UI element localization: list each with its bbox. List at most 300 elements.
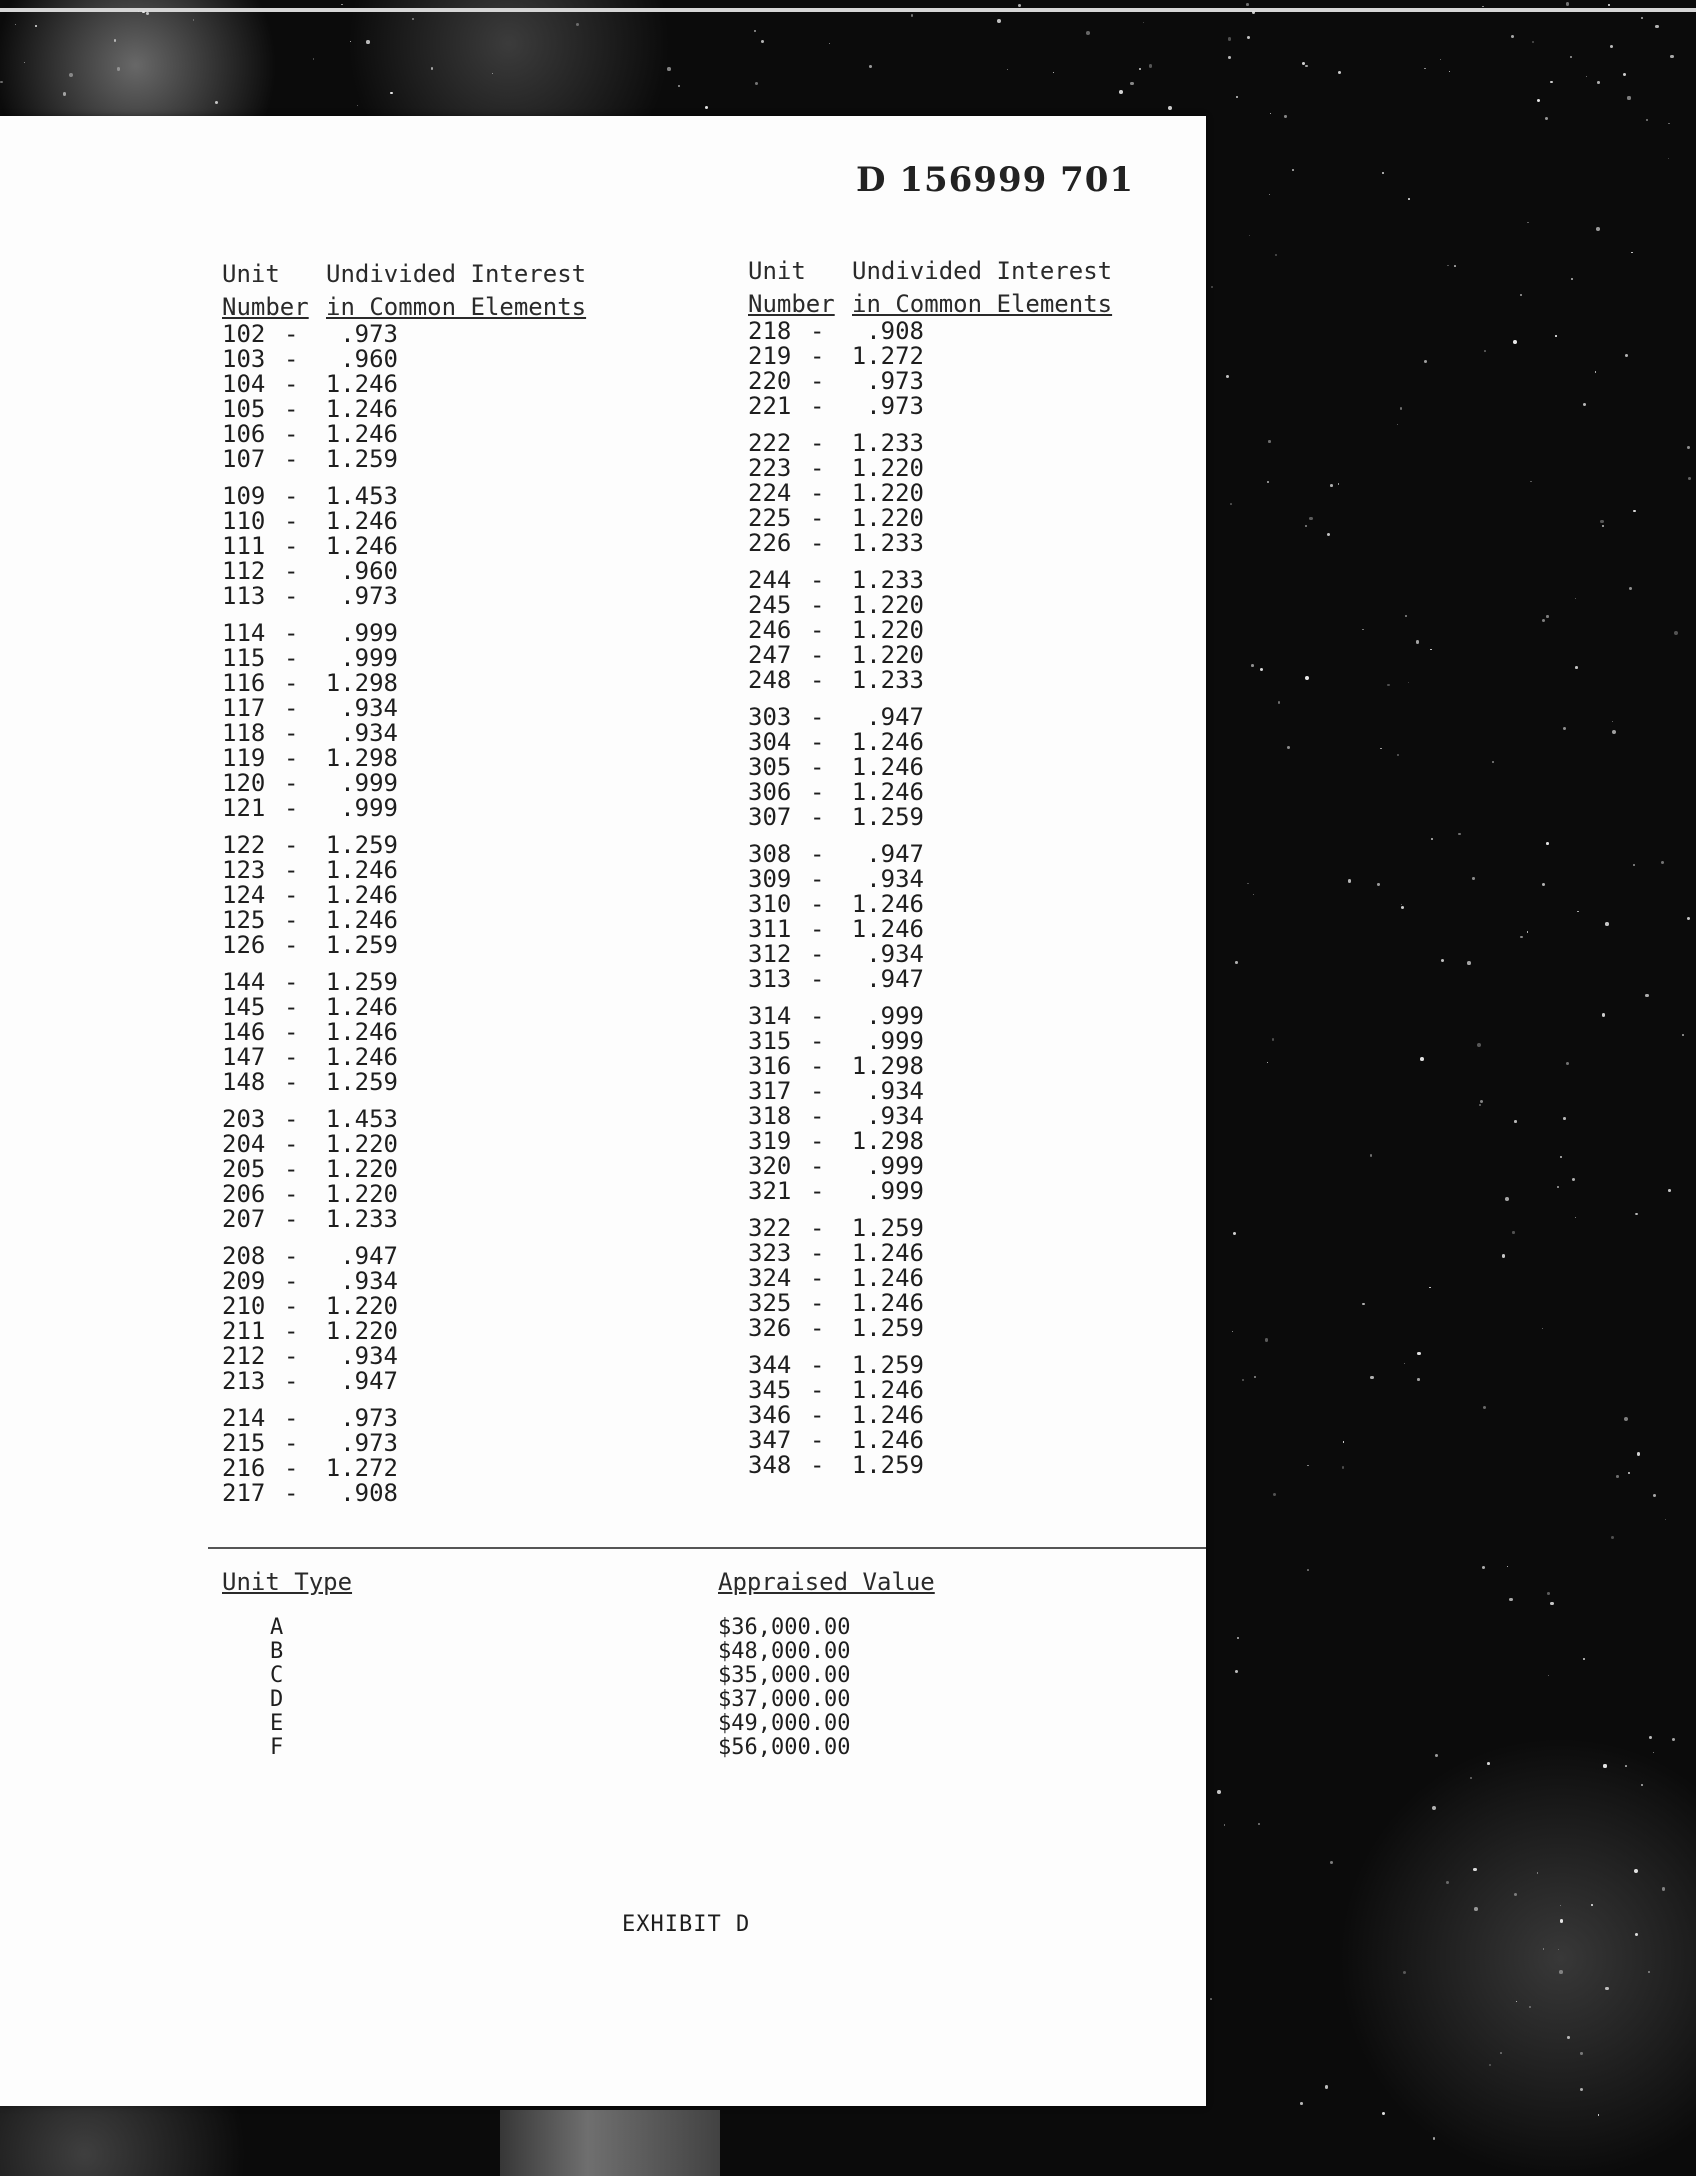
right-table-header xyxy=(748,255,1112,321)
separator: - xyxy=(284,619,299,647)
noise-dot xyxy=(1168,106,1172,110)
table-row xyxy=(748,593,924,618)
noise-dot xyxy=(1560,1919,1564,1923)
noise-dot xyxy=(1648,1971,1650,1973)
noise-dot xyxy=(1484,350,1486,352)
separator: - xyxy=(284,906,299,934)
interest-value: 1.259 xyxy=(325,968,398,996)
table-row xyxy=(222,1020,398,1045)
noise-dot xyxy=(1401,906,1404,909)
header-line: in Common Elements xyxy=(852,290,1113,318)
separator: - xyxy=(810,1264,825,1292)
table-row xyxy=(222,1369,398,1394)
noise-dot xyxy=(1235,1670,1238,1673)
noise-dot xyxy=(1307,1569,1309,1571)
unit-number: 112 xyxy=(222,557,266,585)
interest-value: 1.246 xyxy=(325,420,398,448)
right-interest-table xyxy=(748,319,924,1478)
table-row xyxy=(748,1004,924,1029)
noise-dot xyxy=(1454,265,1456,267)
noise-dot xyxy=(869,65,872,68)
noise-dot xyxy=(1408,198,1410,200)
table-row xyxy=(748,1291,924,1316)
table-row xyxy=(222,671,398,696)
table-row xyxy=(222,970,398,995)
noise-dot xyxy=(1635,1933,1639,1937)
noise-dot xyxy=(1687,917,1690,920)
table-row xyxy=(222,1269,398,1294)
noise-dot xyxy=(1300,2102,1303,2105)
noise-dot xyxy=(1251,664,1254,667)
noise-dot xyxy=(1397,754,1399,756)
unit-number: 313 xyxy=(748,965,792,993)
noise-dot xyxy=(829,43,830,44)
table-row xyxy=(748,531,924,556)
noise-dot xyxy=(1417,1352,1421,1356)
unit-number: 344 xyxy=(748,1351,792,1379)
left-table-header xyxy=(222,258,586,324)
unit-number: 122 xyxy=(222,831,266,859)
noise-dot xyxy=(1563,1117,1566,1120)
separator: - xyxy=(810,479,825,507)
interest-value: 1.246 xyxy=(851,1264,924,1292)
unit-number: 144 xyxy=(222,968,266,996)
table-row xyxy=(748,456,924,481)
noise-dot xyxy=(1672,1738,1675,1741)
separator: - xyxy=(810,1027,825,1055)
noise-dot xyxy=(24,62,25,63)
noise-dot xyxy=(1446,1881,1449,1884)
interest-value: .934 xyxy=(340,694,398,722)
noise-dot xyxy=(1628,1472,1630,1474)
noise-dot xyxy=(1275,254,1277,256)
unit-type-header: Unit Type xyxy=(222,1568,353,1596)
noise-dot xyxy=(1408,682,1409,683)
noise-dot xyxy=(1668,1189,1671,1192)
noise-dot xyxy=(1603,1764,1606,1767)
noise-dot xyxy=(1086,31,1090,35)
table-row xyxy=(222,1456,398,1481)
header-line: Unit xyxy=(748,257,806,285)
noise-dot xyxy=(1130,82,1134,86)
table-row xyxy=(748,1316,924,1341)
separator: - xyxy=(284,794,299,822)
noise-dot xyxy=(1458,833,1460,835)
unit-number: 311 xyxy=(748,915,792,943)
noise-dot xyxy=(1232,1331,1234,1333)
document-page xyxy=(0,116,1206,2106)
separator: - xyxy=(284,1105,299,1133)
noise-dot xyxy=(1477,1043,1481,1047)
separator: - xyxy=(810,1052,825,1080)
table-row xyxy=(222,1045,398,1070)
interest-value: 1.220 xyxy=(325,1292,398,1320)
noise-dot xyxy=(1053,72,1054,73)
noise-dot xyxy=(1641,17,1644,20)
table-row xyxy=(222,771,398,796)
noise-dot xyxy=(114,39,116,41)
interest-value: 1.272 xyxy=(325,1454,398,1482)
noise-dot xyxy=(1645,994,1649,998)
table-row xyxy=(222,559,398,584)
unit-number: 117 xyxy=(222,694,266,722)
table-row xyxy=(748,942,924,967)
noise-dot xyxy=(1489,2064,1491,2066)
unit-number: 314 xyxy=(748,1002,792,1030)
separator: - xyxy=(810,666,825,694)
interest-value: 1.298 xyxy=(851,1052,924,1080)
table-row xyxy=(748,1154,924,1179)
noise-dot xyxy=(1634,1869,1638,1873)
interest-value: 1.259 xyxy=(325,445,398,473)
noise-dot xyxy=(1401,904,1402,905)
noise-dot xyxy=(1610,45,1614,49)
unit-number: 109 xyxy=(222,482,266,510)
table-row xyxy=(748,668,924,693)
separator: - xyxy=(284,1180,299,1208)
scan-smudge xyxy=(500,2110,720,2176)
noise-dot xyxy=(761,40,764,43)
noise-dot xyxy=(412,18,414,20)
separator: - xyxy=(284,694,299,722)
noise-dot xyxy=(1557,1186,1559,1188)
noise-dot xyxy=(1480,1100,1483,1103)
noise-dot xyxy=(576,23,579,26)
noise-dot xyxy=(1542,883,1545,886)
noise-dot xyxy=(1616,1475,1619,1478)
noise-dot xyxy=(1591,1904,1592,1905)
separator: - xyxy=(810,616,825,644)
noise-dot xyxy=(215,101,218,104)
table-row xyxy=(748,1029,924,1054)
separator: - xyxy=(810,529,825,557)
separator: - xyxy=(810,317,825,345)
separator: - xyxy=(810,1127,825,1155)
interest-value: 1.246 xyxy=(851,728,924,756)
noise-dot xyxy=(1511,35,1514,38)
interest-value: .973 xyxy=(866,367,924,395)
noise-dot xyxy=(1605,922,1609,926)
noise-dot xyxy=(35,25,37,27)
table-row xyxy=(748,842,924,867)
left-interest-table xyxy=(222,322,398,1506)
interest-value: 1.246 xyxy=(325,1043,398,1071)
noise-dot xyxy=(1479,1104,1481,1106)
unit-number: 116 xyxy=(222,669,266,697)
noise-dot xyxy=(1537,99,1540,102)
header-line: in Common Elements xyxy=(326,293,587,321)
table-row xyxy=(748,481,924,506)
unit-type: D xyxy=(270,1687,284,1712)
separator: - xyxy=(810,566,825,594)
noise-dot xyxy=(1662,1887,1666,1891)
table-row xyxy=(222,1319,398,1344)
noise-dot xyxy=(1370,1154,1373,1157)
noise-dot xyxy=(1653,1752,1654,1753)
noise-dot xyxy=(1258,1823,1260,1825)
interest-value: .999 xyxy=(866,1027,924,1055)
unit-number: 322 xyxy=(748,1214,792,1242)
noise-dot xyxy=(1548,1675,1550,1677)
separator: - xyxy=(284,669,299,697)
noise-dot xyxy=(1377,883,1379,885)
noise-dot xyxy=(1149,64,1153,68)
noise-dot xyxy=(1330,484,1333,487)
unit-number: 312 xyxy=(748,940,792,968)
interest-value: .934 xyxy=(340,719,398,747)
unit-number: 325 xyxy=(748,1289,792,1317)
separator: - xyxy=(284,1068,299,1096)
noise-dot xyxy=(1641,1784,1643,1786)
noise-dot xyxy=(1502,1254,1505,1257)
separator: - xyxy=(810,1314,825,1342)
noise-dot xyxy=(1338,71,1341,74)
noise-dot xyxy=(1449,71,1450,72)
noise-dot xyxy=(15,24,16,25)
noise-dot xyxy=(1598,2114,1599,2115)
noise-dot xyxy=(1420,1057,1424,1061)
unit-number-header xyxy=(222,258,326,324)
interest-value: .960 xyxy=(340,345,398,373)
noise-dot xyxy=(1668,123,1669,124)
unit-number: 345 xyxy=(748,1376,792,1404)
interest-value: 1.246 xyxy=(851,1289,924,1317)
noise-dot xyxy=(1253,894,1254,895)
interest-value: .947 xyxy=(866,965,924,993)
noise-dot xyxy=(1512,1231,1514,1233)
unit-number: 305 xyxy=(748,753,792,781)
unit-number: 310 xyxy=(748,890,792,918)
unit-number: 323 xyxy=(748,1239,792,1267)
noise-dot xyxy=(1230,503,1232,505)
noise-dot xyxy=(911,14,914,17)
separator: - xyxy=(810,504,825,532)
interest-header xyxy=(326,258,586,324)
unit-number-header xyxy=(748,255,852,321)
noise-dot xyxy=(1441,959,1444,962)
table-row xyxy=(222,621,398,646)
separator: - xyxy=(810,940,825,968)
noise-dot xyxy=(1284,115,1286,117)
separator: - xyxy=(810,429,825,457)
appraised-value: $37,000.00 xyxy=(718,1687,851,1712)
noise-dot xyxy=(1400,407,1403,410)
interest-value: .908 xyxy=(866,317,924,345)
table-row xyxy=(748,431,924,456)
noise-dot xyxy=(1327,533,1330,536)
interest-value: .947 xyxy=(866,840,924,868)
noise-dot xyxy=(1570,56,1572,58)
unit-number: 115 xyxy=(222,644,266,672)
noise-dot xyxy=(146,12,149,15)
unit-number: 125 xyxy=(222,906,266,934)
interest-value: 1.233 xyxy=(851,566,924,594)
unit-number: 224 xyxy=(748,479,792,507)
noise-dot xyxy=(1305,65,1307,67)
unit-number: 206 xyxy=(222,1180,266,1208)
noise-dot xyxy=(1627,96,1630,99)
noise-dot xyxy=(1542,619,1545,622)
noise-dot xyxy=(1500,2052,1502,2054)
separator: - xyxy=(284,345,299,373)
separator: - xyxy=(810,454,825,482)
appraised-value-list xyxy=(718,1616,850,1760)
unit-type: C xyxy=(270,1663,284,1688)
noise-dot xyxy=(1688,477,1691,480)
noise-dot xyxy=(1670,55,1673,58)
interest-value: .934 xyxy=(866,940,924,968)
interest-value: 1.246 xyxy=(851,1426,924,1454)
header-line: Number xyxy=(222,293,309,321)
separator: - xyxy=(284,370,299,398)
interest-value: 1.220 xyxy=(851,504,924,532)
noise-dot xyxy=(1482,1566,1485,1569)
interest-value: .999 xyxy=(340,769,398,797)
table-row xyxy=(748,780,924,805)
table-row xyxy=(222,1481,398,1506)
noise-dot xyxy=(1637,1452,1640,1455)
noise-dot xyxy=(1247,36,1250,39)
separator: - xyxy=(810,1451,825,1479)
noise-dot xyxy=(1380,748,1382,750)
unit-number: 212 xyxy=(222,1342,266,1370)
unit-number: 106 xyxy=(222,420,266,448)
interest-value: 1.259 xyxy=(851,1314,924,1342)
noise-dot xyxy=(1583,1658,1585,1660)
separator: - xyxy=(810,965,825,993)
table-row xyxy=(748,867,924,892)
noise-dot xyxy=(1571,278,1573,280)
table-row xyxy=(222,1207,398,1232)
unit-number: 103 xyxy=(222,345,266,373)
separator: - xyxy=(284,1367,299,1395)
unit-number: 102 xyxy=(222,320,266,348)
unit-number: 121 xyxy=(222,794,266,822)
separator: - xyxy=(810,1289,825,1317)
noise-dot xyxy=(1625,354,1629,358)
noise-dot xyxy=(1278,701,1280,703)
noise-dot xyxy=(350,41,351,42)
interest-value: 1.246 xyxy=(325,906,398,934)
separator: - xyxy=(284,644,299,672)
unit-number: 210 xyxy=(222,1292,266,1320)
interest-value: 1.220 xyxy=(851,454,924,482)
noise-dot xyxy=(1546,615,1548,617)
unit-number: 246 xyxy=(748,616,792,644)
noise-dot xyxy=(1505,1197,1509,1201)
noise-dot xyxy=(1530,481,1532,483)
noise-dot xyxy=(1403,1971,1406,1974)
noise-dot xyxy=(1624,1417,1628,1421)
noise-dot xyxy=(1325,2085,1329,2089)
appraised-value-header: Appraised Value xyxy=(718,1568,935,1596)
unit-number: 216 xyxy=(222,1454,266,1482)
noise-dot xyxy=(1492,761,1494,763)
interest-value: 1.220 xyxy=(851,479,924,507)
noise-dot xyxy=(1272,1038,1275,1041)
interest-value: .947 xyxy=(340,1242,398,1270)
noise-dot xyxy=(1228,37,1232,41)
noise-dot xyxy=(1580,2052,1582,2054)
unit-number: 215 xyxy=(222,1429,266,1457)
table-row xyxy=(748,369,924,394)
interest-value: 1.246 xyxy=(325,856,398,884)
separator: - xyxy=(810,753,825,781)
separator: - xyxy=(810,1401,825,1429)
noise-dot xyxy=(1252,11,1255,14)
separator: - xyxy=(284,532,299,560)
table-row xyxy=(222,1157,398,1182)
noise-dot xyxy=(193,19,195,21)
table-row xyxy=(748,344,924,369)
noise-dot xyxy=(997,19,1001,23)
noise-dot xyxy=(1566,2,1570,6)
separator: - xyxy=(284,1317,299,1345)
table-row xyxy=(748,1104,924,1129)
table-row xyxy=(748,1428,924,1453)
noise-dot xyxy=(1527,222,1529,224)
separator: - xyxy=(810,591,825,619)
noise-dot xyxy=(1635,1213,1636,1214)
noise-dot xyxy=(1424,360,1427,363)
separator: - xyxy=(810,1351,825,1379)
interest-value: .999 xyxy=(866,1002,924,1030)
separator: - xyxy=(284,1130,299,1158)
separator: - xyxy=(810,778,825,806)
noise-dot xyxy=(1305,525,1307,527)
interest-value: .973 xyxy=(340,582,398,610)
interest-value: 1.246 xyxy=(325,370,398,398)
unit-type: E xyxy=(270,1711,284,1736)
separator: - xyxy=(284,831,299,859)
noise-dot xyxy=(1547,1592,1550,1595)
table-row xyxy=(748,1266,924,1291)
document-number: D 156999 701 xyxy=(856,160,1135,200)
table-row xyxy=(748,730,924,755)
interest-value: .934 xyxy=(866,1077,924,1105)
noise-dot xyxy=(754,30,755,31)
separator: - xyxy=(284,1429,299,1457)
noise-dot xyxy=(1467,961,1471,965)
noise-dot xyxy=(341,4,342,5)
appraised-value: $35,000.00 xyxy=(718,1663,851,1688)
unit-number: 204 xyxy=(222,1130,266,1158)
noise-dot xyxy=(1242,1379,1244,1381)
noise-dot xyxy=(1520,294,1522,296)
interest-value: 1.259 xyxy=(851,1451,924,1479)
noise-dot xyxy=(1416,640,1420,644)
unit-number: 119 xyxy=(222,744,266,772)
interest-value: 1.220 xyxy=(325,1130,398,1158)
noise-dot xyxy=(1254,1376,1256,1378)
noise-dot xyxy=(1483,1406,1487,1410)
noise-dot xyxy=(1404,1363,1405,1364)
unit-number: 218 xyxy=(748,317,792,345)
interest-value: 1.233 xyxy=(851,529,924,557)
noise-dot xyxy=(1018,4,1022,8)
table-row xyxy=(222,1344,398,1369)
separator: - xyxy=(284,931,299,959)
noise-dot xyxy=(1595,371,1596,372)
noise-dot xyxy=(1611,1536,1614,1539)
noise-dot xyxy=(1602,1013,1605,1016)
table-row xyxy=(748,1129,924,1154)
noise-dot xyxy=(1608,4,1609,5)
interest-value: 1.246 xyxy=(325,1018,398,1046)
table-row xyxy=(222,397,398,422)
interest-value: 1.298 xyxy=(851,1127,924,1155)
noise-dot xyxy=(117,67,121,71)
